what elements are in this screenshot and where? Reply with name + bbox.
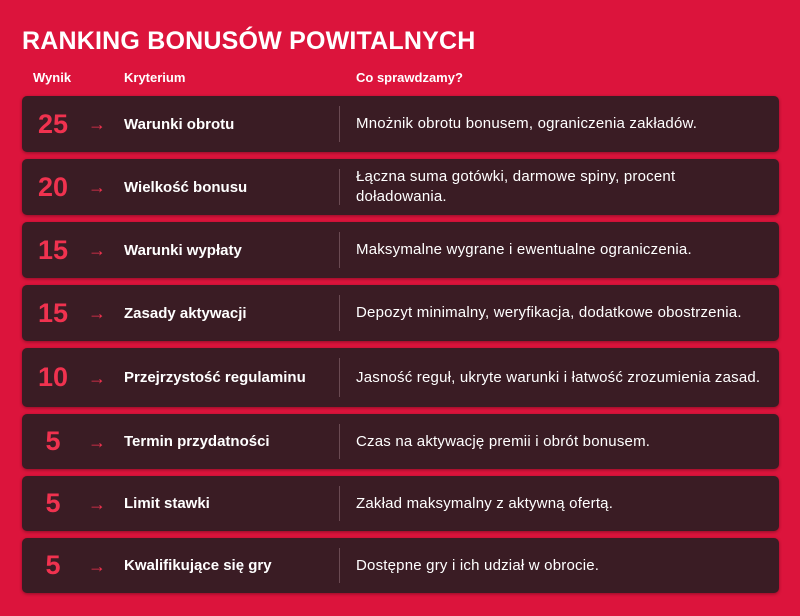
table-row xyxy=(22,414,779,469)
criterion-label: Kwalifikujące się gry xyxy=(124,557,272,574)
score-value: 5 xyxy=(45,550,61,580)
column-divider xyxy=(339,424,340,459)
column-divider xyxy=(339,295,340,331)
column-divider xyxy=(339,358,340,397)
table-row xyxy=(22,476,779,531)
criterion-description: Łączna suma gotówki, darmowe spiny, procent doładowania. xyxy=(356,168,676,205)
criterion-label: Zasady aktywacji xyxy=(124,304,247,322)
table-row xyxy=(22,222,779,278)
table-row xyxy=(22,96,779,152)
score-value: 15 xyxy=(37,297,69,328)
table-row xyxy=(22,285,779,341)
score-value: 10 xyxy=(37,362,69,392)
table-header xyxy=(0,68,800,88)
criterion-label: Limit stawki xyxy=(124,495,210,512)
table-row xyxy=(22,348,779,407)
criterion-description: Mnożnik obrotu bonusem, ograniczenia zakładów. xyxy=(356,115,698,132)
column-divider xyxy=(339,486,340,521)
column-divider xyxy=(339,548,340,583)
score-value: 5 xyxy=(45,426,61,456)
criterion-description: Dostępne gry i ich udział w obrocie. xyxy=(356,556,600,574)
arrow-right-icon: → xyxy=(88,303,106,323)
criterion-description: Jasność reguł, ukryte warunki i łatwość zrozumienia zasad. xyxy=(356,368,761,386)
header-criterion: Kryterium xyxy=(124,70,186,85)
criterion-description: Zakład maksymalny z aktywną ofertą. xyxy=(356,494,614,512)
table-row xyxy=(22,159,779,215)
criterion-description: Depozyt minimalny, weryfikacja, dodatkowe obostrzenia. xyxy=(356,304,742,321)
score-value: 5 xyxy=(45,488,61,518)
score-value: 20 xyxy=(37,171,69,202)
arrow-right-icon: → xyxy=(88,367,106,388)
arrow-right-icon: → xyxy=(88,555,106,576)
ranking-table xyxy=(22,96,779,600)
column-divider xyxy=(339,169,340,205)
arrow-right-icon: → xyxy=(88,431,106,452)
page-title: RANKING BONUSÓW POWITALNYCH xyxy=(22,27,476,55)
header-score: Wynik xyxy=(33,70,72,85)
arrow-right-icon: → xyxy=(88,177,106,197)
arrow-right-icon: → xyxy=(88,114,106,134)
arrow-right-icon: → xyxy=(88,493,106,514)
column-divider xyxy=(339,106,340,142)
criterion-description: Maksymalne wygrane i ewentualne ograniczenia. xyxy=(356,241,692,258)
criterion-label: Termin przydatności xyxy=(124,433,270,450)
criterion-description: Czas na aktywację premii i obrót bonusem. xyxy=(356,432,651,450)
criterion-label: Przejrzystość regulaminu xyxy=(124,369,306,386)
criterion-label: Warunki obrotu xyxy=(124,115,235,133)
arrow-right-icon: → xyxy=(88,240,106,260)
criterion-label: Warunki wypłaty xyxy=(124,241,242,259)
column-divider xyxy=(339,232,340,268)
criterion-label: Wielkość bonusu xyxy=(124,178,248,196)
score-value: 25 xyxy=(37,108,69,139)
score-value: 15 xyxy=(37,234,69,265)
header-check: Co sprawdzamy? xyxy=(356,70,463,85)
table-row xyxy=(22,538,779,593)
